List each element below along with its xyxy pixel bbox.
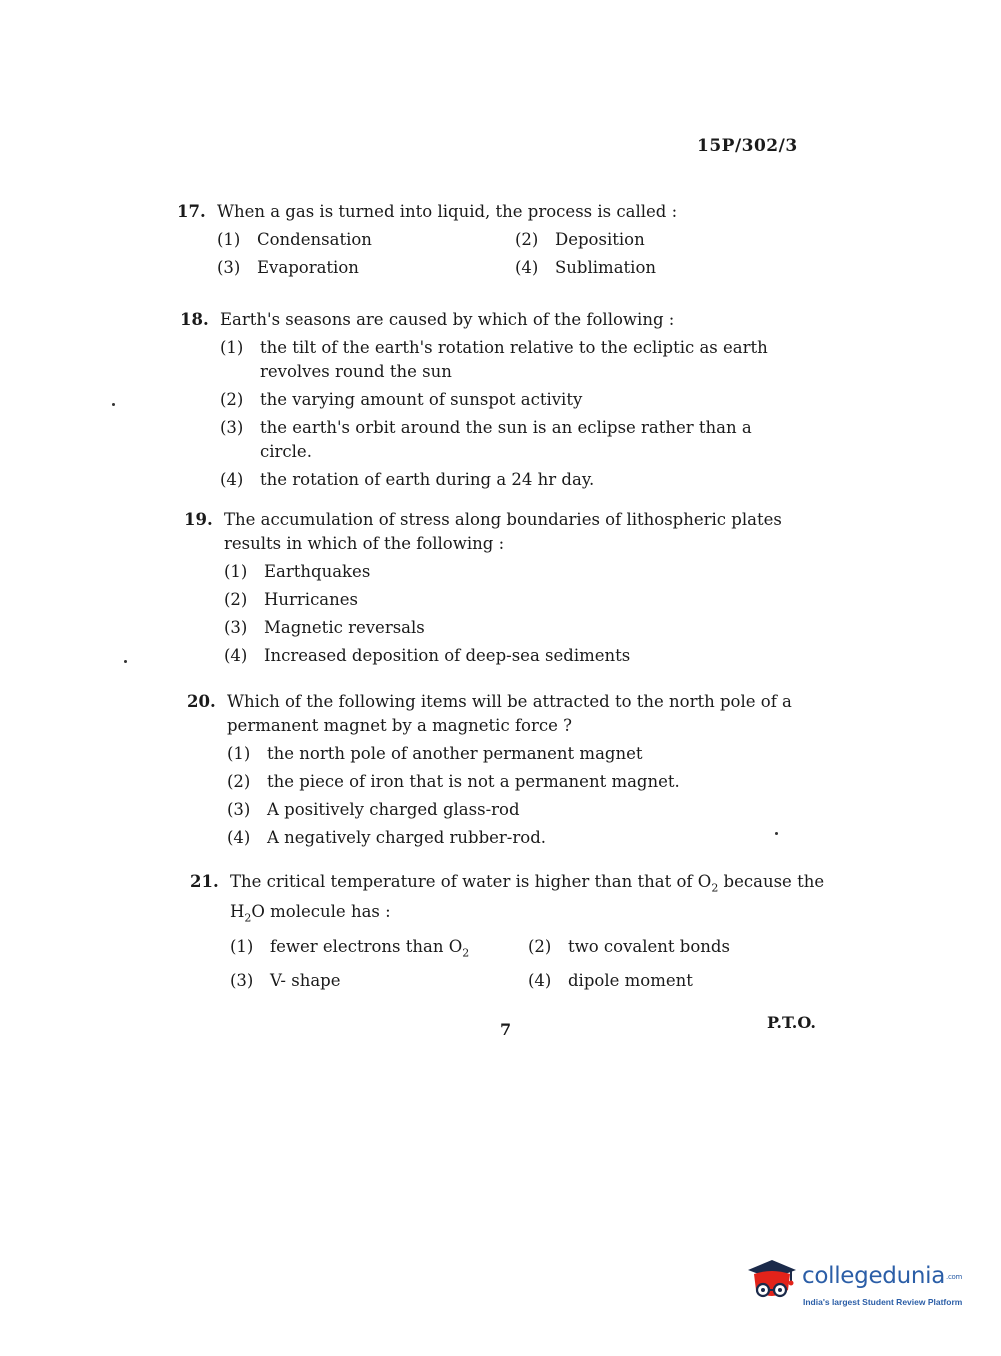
options (227, 742, 827, 850)
option-text: the rotation of earth during a 24 hr day. (260, 470, 595, 489)
option-number: (4) (224, 646, 248, 665)
option-1 (224, 560, 824, 584)
scan-mark (775, 832, 778, 835)
option-number: (3) (224, 618, 248, 637)
option-number: (3) (230, 970, 254, 990)
option-1 (217, 228, 515, 252)
option-2 (220, 388, 820, 412)
option-text: the tilt of the earth's rotation relative to the ecliptic as earth revolves round the sun (260, 338, 768, 381)
page-number: 7 (500, 1020, 512, 1039)
option-2 (224, 588, 824, 612)
wordmark-suffix: .com (946, 1272, 963, 1281)
scan-mark (112, 403, 115, 406)
option-4 (220, 468, 820, 492)
option-number: (2) (220, 390, 244, 409)
options (220, 336, 820, 492)
option-1 (227, 742, 827, 766)
question-18 (180, 308, 820, 496)
option-3 (227, 798, 827, 822)
option-number: (3) (220, 418, 244, 437)
option-number: (1) (217, 230, 241, 249)
option-text: Magnetic reversals (264, 618, 425, 637)
option-text: two covalent bonds (568, 936, 730, 956)
collegedunia-logo[interactable] (742, 1250, 972, 1320)
question-number: 17. (177, 202, 206, 221)
option-number: (1) (227, 744, 251, 763)
question-21 (190, 870, 830, 993)
option-number: (4) (528, 970, 552, 990)
question-text: Earth's seasons are caused by which of the following : (220, 310, 675, 329)
option-2 (528, 935, 788, 965)
options (224, 560, 824, 668)
option-4 (227, 826, 827, 850)
option-3 (220, 416, 820, 464)
option-1 (220, 336, 820, 384)
option-number: (4) (227, 828, 251, 847)
option-text: Earthquakes (264, 562, 371, 581)
question-number: 18. (180, 310, 209, 329)
option-text: the varying amount of sunspot activity (260, 390, 583, 409)
logo-wordmark (802, 1263, 962, 1289)
option-3 (217, 256, 515, 280)
option-number: (1) (224, 562, 248, 581)
option-2 (227, 770, 827, 794)
option-number: (3) (227, 800, 251, 819)
question-20 (187, 690, 827, 854)
option-3 (224, 616, 824, 640)
option-text: Increased deposition of deep-sea sediments (264, 646, 631, 665)
option-number: (2) (528, 936, 552, 956)
question-text: The accumulation of stress along boundaries of lithospheric plates results in which of the following : (224, 510, 782, 553)
question-19 (184, 508, 824, 672)
options (217, 228, 817, 280)
option-2 (515, 228, 775, 252)
option-number: (1) (230, 936, 254, 956)
scan-mark (124, 660, 127, 663)
option-text: Hurricanes (264, 590, 359, 609)
option-3 (230, 969, 528, 993)
subscript: 2 (462, 945, 470, 959)
question-number: 20. (187, 692, 216, 711)
question-number: 21. (190, 872, 219, 891)
subscript: 2 (711, 881, 719, 895)
question-text (230, 870, 830, 931)
logo-tagline: India's largest Student Review Platform (803, 1297, 963, 1307)
option-1 (230, 935, 528, 965)
graduate-mascot-icon (742, 1250, 802, 1310)
text-part: O molecule has : (251, 902, 391, 922)
option-number: (1) (220, 338, 244, 357)
pto-label: P.T.O. (767, 1013, 816, 1032)
text-part: The critical temperature of water is higher than that of O (230, 872, 712, 891)
option-text: A positively charged glass-rod (267, 800, 520, 819)
wordmark-text: collegedunia (802, 1263, 946, 1289)
question-number: 19. (184, 510, 213, 529)
option-text: A negatively charged rubber-rod. (267, 828, 547, 847)
options (230, 935, 830, 993)
option-text: the piece of iron that is not a permanent magnet. (267, 772, 680, 791)
option-number: (2) (224, 590, 248, 609)
option-number: (2) (515, 230, 539, 249)
paper-code: 15P/302/3 (697, 136, 798, 156)
option-text: dipole moment (568, 970, 693, 990)
option-text: Deposition (555, 230, 645, 249)
option-text: the north pole of another permanent magnet (267, 744, 643, 763)
option-number: (4) (515, 258, 539, 277)
option-number: (2) (227, 772, 251, 791)
question-text: Which of the following items will be attracted to the north pole of a permanent magnet by a magnetic force ? (227, 692, 792, 735)
option-text-main: fewer electrons than O (270, 936, 463, 956)
text-part: because the H (230, 872, 825, 922)
option-4 (224, 644, 824, 668)
option-text (270, 935, 469, 965)
option-4 (528, 969, 788, 993)
option-text: the earth's orbit around the sun is an eclipse rather than a circle. (260, 418, 752, 461)
subscript: 2 (244, 911, 252, 925)
option-number: (3) (217, 258, 241, 277)
question-text: When a gas is turned into liquid, the process is called : (217, 202, 678, 221)
option-4 (515, 256, 775, 280)
option-text: Sublimation (555, 258, 656, 277)
question-17 (177, 200, 817, 280)
option-text: Evaporation (257, 258, 359, 277)
option-text: V- shape (270, 970, 341, 990)
option-text: Condensation (257, 230, 372, 249)
option-number: (4) (220, 470, 244, 489)
